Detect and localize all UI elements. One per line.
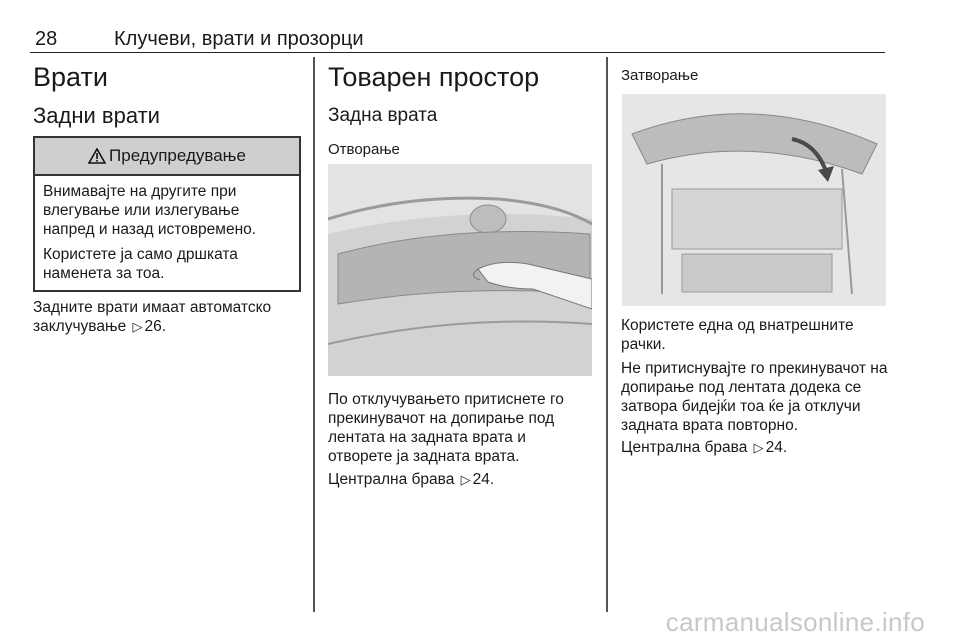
column-1 xyxy=(33,60,299,335)
column-2 xyxy=(328,60,593,488)
body-paragraph: Користете една од внатрешните рачки. xyxy=(621,317,854,353)
body-paragraph: Не притиснувајте го прекинувачот на допирање под лентата додека се затвора бидејќи тоа ќе ја отклучи задната врата повторно. xyxy=(621,360,888,434)
body-paragraph xyxy=(33,298,295,336)
column-3 xyxy=(621,60,889,456)
reference-paragraph xyxy=(328,470,494,489)
tailgate-opening-illustration xyxy=(328,164,592,376)
page-reference-arrow-icon: ▷ xyxy=(132,319,143,334)
warning-header xyxy=(35,138,299,176)
warning-triangle-icon xyxy=(88,148,106,164)
page-header xyxy=(30,26,885,53)
warning-box xyxy=(33,136,301,292)
page-reference[interactable]: 24. xyxy=(472,471,495,488)
watermark-url: carmanualsonline.info xyxy=(665,607,925,637)
page-reference[interactable]: 26. xyxy=(144,318,167,335)
running-title: Клучеви, врати и прозорци xyxy=(114,28,364,50)
tailgate-closing-illustration xyxy=(622,94,886,306)
body-paragraph: По отклучувањето притиснете го прекинувачот на допирање под лентата на задната врата и отворете ја задната врата. xyxy=(328,391,564,465)
warning-text: Внимавајте на другите при влегување или излегување напред и назад истовремено. xyxy=(43,183,257,238)
sub-subsection-heading: Отворање xyxy=(328,141,400,158)
subsection-heading: Задни врати xyxy=(33,103,160,128)
column-divider xyxy=(606,57,608,612)
section-heading: Врати xyxy=(33,62,108,92)
column-divider xyxy=(313,57,315,612)
reference-paragraph xyxy=(621,438,787,457)
reference-text: Централна брава xyxy=(328,471,455,488)
warning-title: Предупредување xyxy=(109,146,246,165)
warning-text: Користете ја само дршката наменета за тоа. xyxy=(43,246,238,282)
page-number: 28 xyxy=(35,28,58,50)
section-heading: Товарен простор xyxy=(328,62,540,92)
page-reference-arrow-icon: ▷ xyxy=(460,472,471,487)
page-reference-arrow-icon: ▷ xyxy=(753,440,764,455)
reference-text: Централна брава xyxy=(621,439,748,456)
sub-subsection-heading: Затворање xyxy=(621,67,699,84)
subsection-heading: Задна врата xyxy=(328,105,438,126)
body-text: Задните врати имаат автоматско заклучување xyxy=(33,299,272,335)
page-reference[interactable]: 24. xyxy=(765,439,788,456)
